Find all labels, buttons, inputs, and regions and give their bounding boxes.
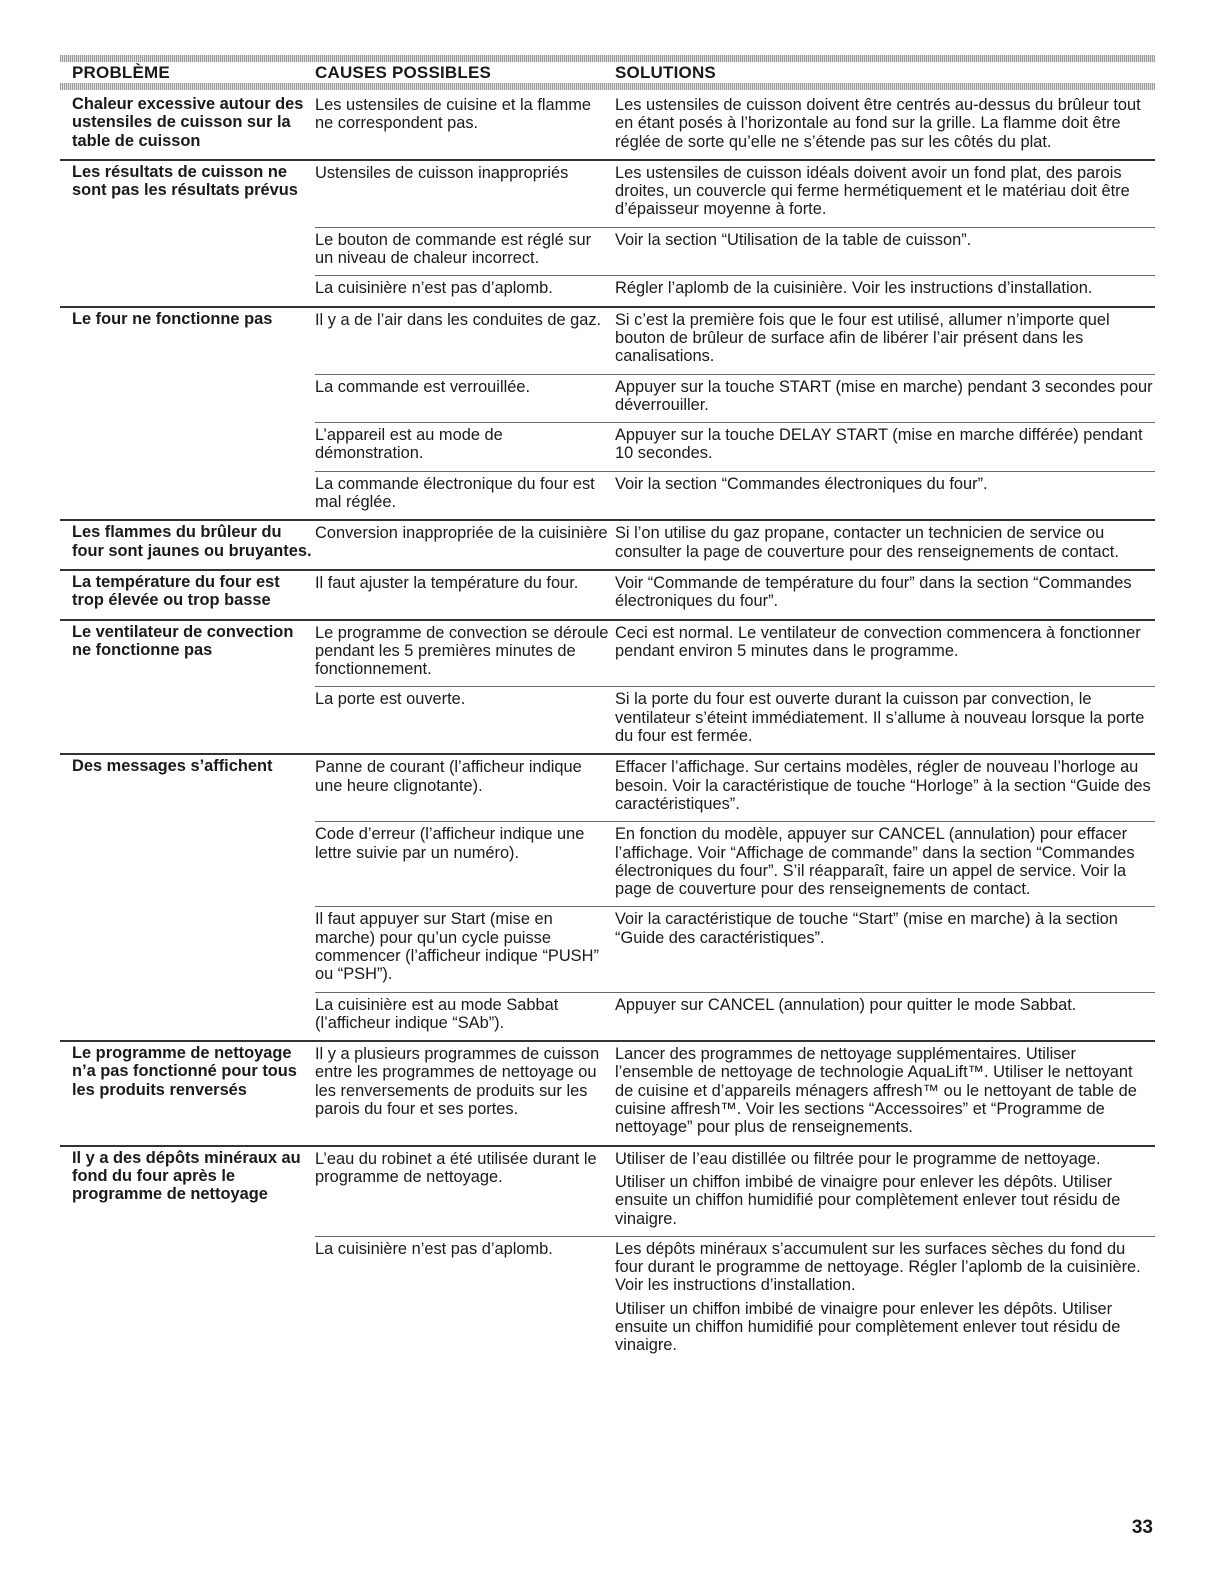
solution-paragraph: Si la porte du four est ouverte durant la cuisson par convection, le ventilateur s’éteint immédiatement. Il s’allume à nouveau lorsque la porte du four est fermée. (615, 690, 1145, 746)
solution-paragraph: Régler l’aplomb de la cuisinière. Voir les instructions d’installation. (615, 279, 1093, 298)
solution-cell (615, 279, 1155, 297)
cause-solution-rows (315, 621, 1155, 754)
cause-cell: Le programme de convection se déroule pendant les 5 premières minutes de fonctionnement. (315, 623, 609, 679)
solution-cell (615, 825, 1155, 898)
cause-cell: Il faut appuyer sur Start (mise en marche) pour qu’un cycle puisse commencer (l’afficheur indique “PUSH” ou “PSH”). (315, 910, 599, 984)
cause-solution-rows (315, 755, 1155, 1040)
solution-paragraph: En fonction du modèle, appuyer sur CANCEL (annulation) pour effacer l’affichage. Voir “Affichage de commande” dans la section “Commandes électroniques du four”. S’il réapparaît, faire un appel de service. Voir la page de couverture pour des renseignements de contact. (615, 825, 1135, 899)
cause-cell: Ustensiles de cuisson inappropriés (315, 163, 569, 182)
solution-paragraph: Utiliser de l’eau distillée ou filtrée pour le programme de nettoyage. (615, 1149, 1101, 1168)
cause-cell: Il faut ajuster la température du four. (315, 573, 579, 592)
table-row (315, 374, 1155, 423)
table-row (315, 1236, 1155, 1363)
cause-cell: L’eau du robinet a été utilisée durant le programme de nettoyage. (315, 1149, 597, 1186)
table-row (315, 521, 1155, 569)
header-solutions: SOLUTIONS (615, 63, 716, 82)
table-row (315, 227, 1155, 276)
problem-group (60, 621, 1155, 756)
solution-cell (615, 378, 1155, 415)
troubleshooting-table (60, 55, 1155, 1363)
problem-cell: Le four ne fonctionne pas (72, 309, 273, 328)
problem-group (60, 93, 1155, 161)
solution-paragraph: Appuyer sur CANCEL (annulation) pour quitter le mode Sabbat. (615, 995, 1077, 1014)
problem-cell: Le programme de nettoyage n’a pas fonctionné pour tous les produits renversés (72, 1044, 297, 1099)
solution-paragraph: Appuyer sur la touche START (mise en marche) pendant 3 secondes pour déverrouiller. (615, 377, 1153, 414)
solution-paragraph: Effacer l’affichage. Sur certains modèles, régler de nouveau l’horloge au besoin. Voir la caractéristique de touche “Horloge” à la section “Guide des caractéristiques”. (615, 758, 1151, 813)
table-row (315, 93, 1155, 159)
problem-group (60, 1147, 1155, 1363)
solution-cell (615, 311, 1155, 366)
cause-cell: La cuisinière est au mode Sabbat (l’afficheur indique “SAb”). (315, 995, 559, 1032)
problem-group (60, 571, 1155, 621)
cause-solution-rows (315, 308, 1155, 520)
solution-paragraph: Voir la caractéristique de touche “Start” (mise en marche) à la section “Guide des caractéristiques”. (615, 910, 1118, 947)
problem-cell: Des messages s’affichent (72, 757, 273, 776)
table-row (315, 1042, 1155, 1144)
table-row (315, 308, 1155, 374)
cause-solution-rows (315, 1042, 1155, 1144)
header-causes: CAUSES POSSIBLES (315, 63, 492, 82)
cause-cell: La porte est ouverte. (315, 690, 466, 709)
table-row (315, 686, 1155, 753)
cause-solution-rows (315, 521, 1155, 569)
cause-cell: Il y a de l’air dans les conduites de gaz. (315, 310, 602, 329)
solution-paragraph: Si c’est la première fois que le four est utilisé, allumer n’importe quel bouton de brûleur de surface afin de libérer l’air présent dans les canalisations. (615, 310, 1110, 366)
table-row (315, 275, 1155, 305)
cause-solution-rows (315, 1147, 1155, 1363)
table-row (315, 621, 1155, 687)
cause-cell: Panne de courant (l’afficheur indique une heure clignotante). (315, 758, 582, 795)
table-header (60, 55, 1155, 89)
problem-cell: Il y a des dépôts minéraux au fond du four après le programme de nettoyage (72, 1148, 301, 1204)
cause-solution-rows (315, 93, 1155, 159)
problem-group (60, 755, 1155, 1042)
table-row (315, 755, 1155, 821)
solution-cell (615, 524, 1155, 561)
solution-cell (615, 475, 1155, 512)
table-row (315, 471, 1155, 520)
problem-group (60, 1042, 1155, 1146)
problem-group (60, 161, 1155, 308)
solution-paragraph: Les dépôts minéraux s’accumulent sur les surfaces sèches du fond du four durant le programme de nettoyage. Régler l’aplomb de la cuisinière. Voir les instructions d’installation. (615, 1239, 1141, 1295)
solution-cell (615, 96, 1155, 151)
cause-cell: La commande électronique du four est mal réglée. (315, 474, 595, 512)
solution-paragraph: Les ustensiles de cuisson doivent être centrés au-dessus du brûleur tout en étant posés à l’horizontale au fond sur la grille. La flamme doit être réglée de sorte qu’elle ne s’étende pas sur les côtés du plat. (615, 96, 1141, 151)
problem-cell: Les résultats de cuisson ne sont pas les résultats prévus (72, 162, 298, 200)
problem-group (60, 521, 1155, 571)
cause-cell: La cuisinière n’est pas d’aplomb. (315, 279, 553, 298)
cause-cell: La commande est verrouillée. (315, 377, 531, 396)
problem-cell: La température du four est trop élevée ou trop basse (72, 572, 280, 610)
solution-paragraph: Utiliser un chiffon imbibé de vinaigre pour enlever les dépôts. Utiliser ensuite un chiffon humidifié pour complètement enlever tout résidu de vinaigre. (615, 1172, 1121, 1228)
solution-cell (615, 1045, 1155, 1136)
header-problem: PROBLÈME (72, 63, 170, 82)
solution-cell (615, 1240, 1155, 1355)
table-row (315, 422, 1155, 471)
cause-solution-rows (315, 571, 1155, 619)
solution-cell (615, 758, 1155, 813)
table-row (315, 1147, 1155, 1236)
solution-cell (615, 624, 1155, 679)
problem-cell: Les flammes du brûleur du four sont jaunes ou bruyantes. (72, 523, 312, 560)
table-row (315, 821, 1155, 906)
page-number: 33 (1131, 1517, 1153, 1538)
cause-cell: Code d’erreur (l’afficheur indique une lettre suivie par un numéro). (315, 825, 585, 862)
cause-solution-rows (315, 161, 1155, 306)
table-row (315, 906, 1155, 991)
cause-cell: Les ustensiles de cuisine et la flamme ne correspondent pas. (315, 96, 592, 133)
solution-cell (615, 164, 1155, 219)
solution-paragraph: Les ustensiles de cuisson idéals doivent avoir un fond plat, des parois droites, un couvercle qui ferme hermétiquement et le matériau doit être d’épaisseur moyenne à forte. (615, 163, 1130, 219)
solution-cell (615, 1150, 1155, 1228)
cause-cell: Il y a plusieurs programmes de cuisson entre les programmes de nettoyage ou les renversements de produits sur les parois du four et ses portes. (315, 1045, 600, 1119)
cause-cell: L’appareil est au mode de démonstration. (315, 426, 503, 463)
problem-group (60, 308, 1155, 522)
solution-paragraph: Ceci est normal. Le ventilateur de convection commencera à fonctionner pendant environ 5 minutes dans le programme. (615, 623, 1141, 660)
cause-cell: Conversion inappropriée de la cuisinière (315, 524, 608, 543)
solution-cell (615, 996, 1155, 1033)
solution-paragraph: Voir “Commande de température du four” dans la section “Commandes électroniques du four”. (615, 573, 1132, 611)
solution-paragraph: Utiliser un chiffon imbibé de vinaigre pour enlever les dépôts. Utiliser ensuite un chiffon humidifié pour complètement enlever tout résidu de vinaigre. (615, 1299, 1121, 1355)
solution-cell (615, 910, 1155, 983)
solution-cell (615, 231, 1155, 268)
problem-cell: Le ventilateur de convection ne fonctionne pas (72, 622, 294, 659)
problem-cell: Chaleur excessive autour des ustensiles de cuisson sur la table de cuisson (72, 95, 304, 150)
solution-cell (615, 426, 1155, 463)
cause-cell: Le bouton de commande est réglé sur un niveau de chaleur incorrect. (315, 230, 592, 268)
table-row (315, 571, 1155, 619)
solution-paragraph: Si l’on utilise du gaz propane, contacter un technicien de service ou consulter la page de couverture pour des renseignements de contact. (615, 524, 1119, 561)
cause-cell: La cuisinière n’est pas d’aplomb. (315, 1239, 553, 1258)
solution-paragraph: Voir la section “Utilisation de la table de cuisson”. (615, 230, 972, 249)
table-row (315, 992, 1155, 1041)
solution-cell (615, 690, 1155, 745)
solution-paragraph: Appuyer sur la touche DELAY START (mise en marche différée) pendant 10 secondes. (615, 426, 1143, 463)
solution-paragraph: Voir la section “Commandes électroniques du four”. (615, 474, 988, 493)
solution-paragraph: Lancer des programmes de nettoyage supplémentaires. Utiliser l’ensemble de nettoyage de technologie AquaLift™. Utiliser le nettoyant de cuisine et d’appareils ménagers affresh™ ou le nettoyant de table de cuisine affresh™. Voir les sections “Accessoires” et “Programme de nettoyage” pour plus de renseignements. (615, 1045, 1137, 1137)
table-row (315, 161, 1155, 227)
table-body (60, 93, 1155, 1363)
solution-cell (615, 574, 1155, 611)
